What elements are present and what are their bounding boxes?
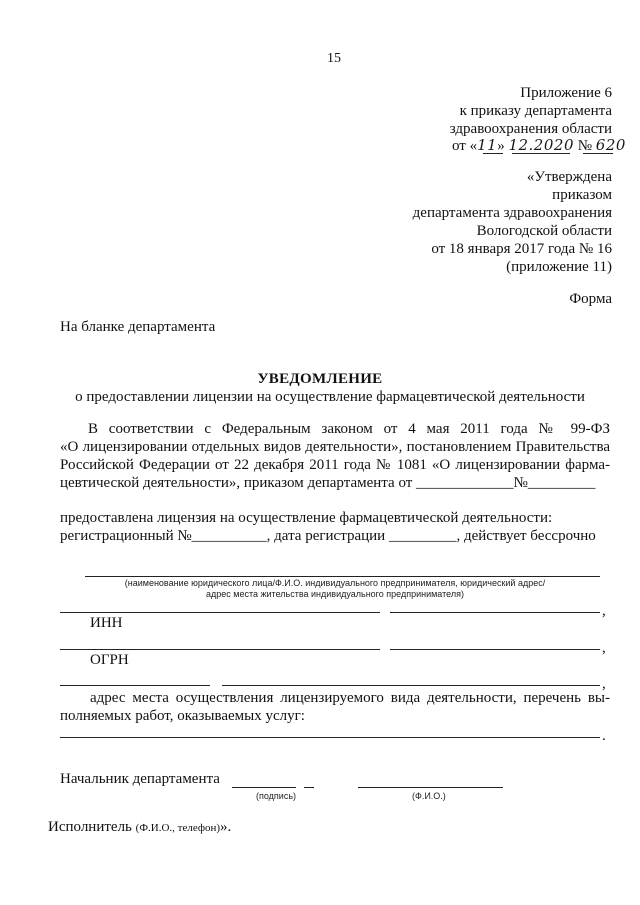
inn-field-line-a xyxy=(60,649,380,650)
signature-position: Начальник департамента xyxy=(60,771,220,787)
executor-details: (Ф.И.О., телефон) xyxy=(135,822,221,834)
body-p2-line1: предоставлена лицензия на осуществление фармацевтической деятельности: xyxy=(60,510,553,526)
body-p1-line2: «О лицензировании отдельных видов деятельности», постановлением Правительства xyxy=(60,439,610,455)
date-day-underline xyxy=(483,153,503,154)
appendix-line3: здравоохранения области xyxy=(449,121,612,137)
date-close-quote: » xyxy=(497,138,505,154)
approval-line1: «Утверждена xyxy=(526,169,612,185)
signature-caption: (подпись) xyxy=(256,791,297,801)
executor-closing: ». xyxy=(220,819,232,835)
name-field-caption2: адрес места жительства индивидуального предпринимателя) xyxy=(206,589,464,599)
approval-line2: приказом xyxy=(552,187,612,203)
body-p1-line4: цевтической деятельности», приказом департамента от _____________№_________ xyxy=(60,475,596,491)
ogrn-label: ОГРН xyxy=(90,652,129,668)
order-number-handwritten: 620 xyxy=(595,136,626,154)
approval-line4: Вологодской области xyxy=(476,223,612,239)
signature-dash xyxy=(304,787,314,788)
date-prefix: от « xyxy=(452,138,478,154)
letterhead-label: На бланке департамента xyxy=(60,319,216,335)
comma: , xyxy=(602,603,606,619)
name-field-line2a xyxy=(60,612,380,613)
body-p1-line3: Российской Федерации от 22 декабря 2011 года № 1081 «О лицензировании фарма- xyxy=(60,457,610,473)
document-title: УВЕДОМЛЕНИЕ xyxy=(257,371,383,387)
approval-line3: департамента здравоохранения xyxy=(412,205,612,221)
approval-line5: от 18 января 2017 года № 16 xyxy=(431,241,612,257)
ogrn-field-line-a xyxy=(60,685,210,686)
executor-label: Исполнитель xyxy=(48,819,132,835)
comma: , xyxy=(602,676,606,692)
number-prefix: № xyxy=(577,138,593,154)
appendix-line1: Приложение 6 xyxy=(520,85,612,101)
period: . xyxy=(602,728,606,744)
name-field-line xyxy=(85,576,600,577)
approval-line6: (приложение 11) xyxy=(506,259,612,275)
name-field-line2b xyxy=(390,612,600,613)
body-p1-line1: В соответствии с Федеральным законом от 4 мая 2011 года № 99-ФЗ xyxy=(88,421,610,437)
form-label: Форма xyxy=(569,291,612,307)
number-underline xyxy=(583,153,613,154)
ogrn-field-line-b xyxy=(222,685,600,686)
name-line xyxy=(358,787,503,788)
address-line2: полняемых работ, оказываемых услуг: xyxy=(60,708,305,724)
name-caption: (Ф.И.О.) xyxy=(412,791,446,801)
name-field-caption: (наименование юридического лица/Ф.И.О. индивидуального предпринимателя, юридический адрес/ xyxy=(124,578,546,588)
document-subtitle: о предоставлении лицензии на осуществление фармацевтической деятельности xyxy=(75,389,585,405)
date-month-underline xyxy=(512,153,570,154)
inn-field-line-b xyxy=(390,649,600,650)
address-field-line xyxy=(60,737,600,738)
appendix-line2: к приказу департамента xyxy=(459,103,612,119)
executor-line xyxy=(48,818,231,837)
address-line1: адрес места осуществления лицензируемого вида деятельности, перечень вы- xyxy=(90,690,610,706)
signature-line xyxy=(232,787,296,788)
date-day-handwritten: 11 xyxy=(477,136,498,154)
page-number: 15 xyxy=(327,51,341,66)
date-month-year-handwritten: 12.2020 xyxy=(508,136,574,154)
body-p2-line2: регистрационный №__________, дата регистрации _________, действует бессрочно xyxy=(60,528,596,544)
inn-label: ИНН xyxy=(90,615,123,631)
comma: , xyxy=(602,640,606,656)
